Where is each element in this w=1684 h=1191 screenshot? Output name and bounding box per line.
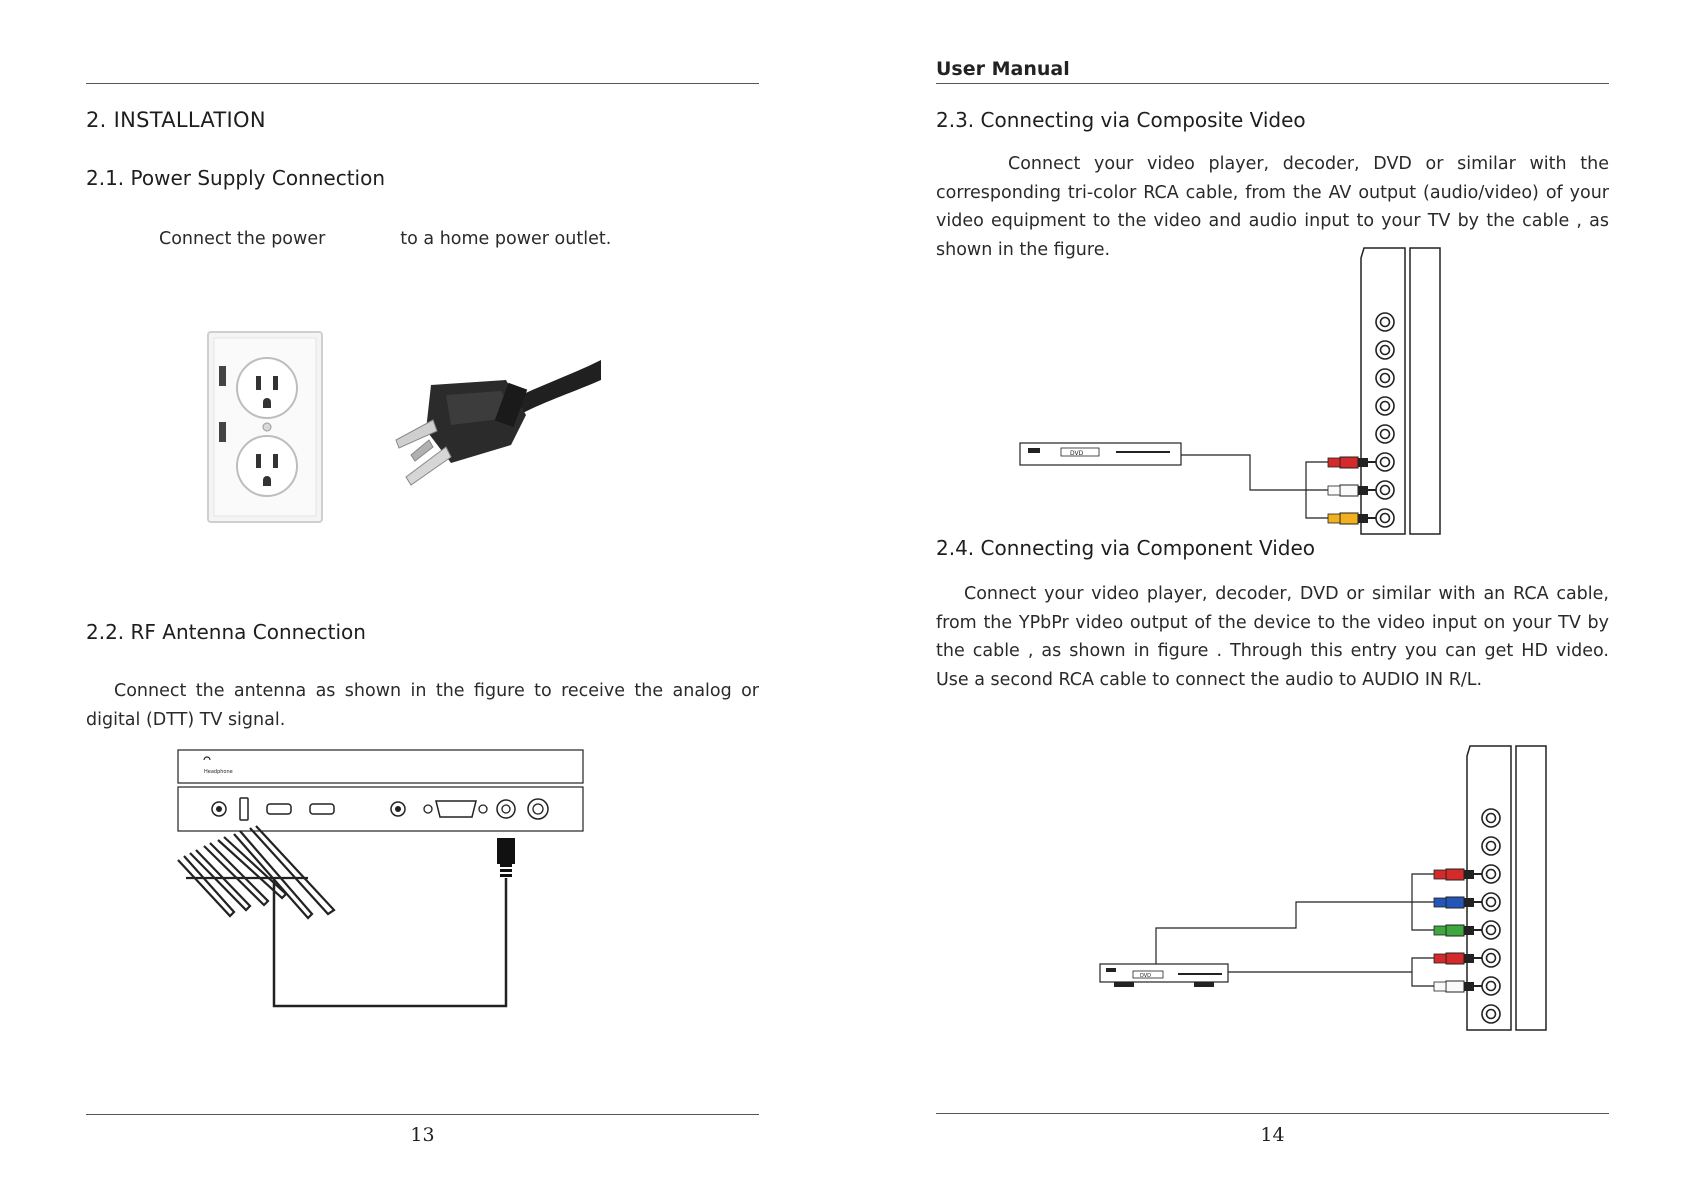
composite-instruction-part-1: Connect your video player, decoder, DVD or similar with the corresponding tri-color RCA cable, from the AV output (audio/video) of your video equipment to the video and audio input to your TV by the xyxy=(936,154,1609,231)
power-instruction-part-2: to a home power outlet. xyxy=(400,229,612,249)
dvd-logo: DVD xyxy=(1140,973,1152,979)
composite-video-diagram xyxy=(1020,246,1550,536)
tv-panel-top xyxy=(178,750,583,783)
page-number: 14 xyxy=(1260,1124,1285,1146)
left-page xyxy=(86,0,759,1191)
power-instruction xyxy=(159,225,611,254)
rf-antenna-heading: 2.2. RF Antenna Connection xyxy=(86,620,366,644)
top-rule xyxy=(86,83,759,84)
bottom-rule xyxy=(86,1114,759,1115)
rf-connector xyxy=(497,838,515,864)
power-supply-heading: 2.1. Power Supply Connection xyxy=(86,166,386,190)
page-number: 13 xyxy=(410,1124,435,1146)
composite-instruction-part-2: cable , as shown in the figure. xyxy=(936,211,1609,260)
dvd-logo: DVD xyxy=(1070,450,1084,457)
headphone-label: Headphone xyxy=(204,769,233,775)
manual-header: User Manual xyxy=(936,58,1070,80)
antenna-cable xyxy=(274,878,506,1006)
top-rule xyxy=(936,83,1609,84)
composite-cable xyxy=(1181,455,1306,490)
tv-panel-ports xyxy=(178,787,583,831)
section-title: 2. INSTALLATION xyxy=(86,108,266,132)
component-video-heading: 2.4. Connecting via Component Video xyxy=(936,536,1316,560)
antenna-icon xyxy=(178,826,334,918)
power-plug-illustration xyxy=(391,345,601,495)
component-cable xyxy=(1156,902,1412,974)
composite-video-heading: 2.3. Connecting via Composite Video xyxy=(936,108,1306,132)
component-video-instruction: Connect your video player, decoder, DVD or similar with an RCA cable, from the YPbPr video output of the device to the video input on your TV by the cable , as shown in figure . Through this entry you can get HD video. Use a second RCA cable to connect the audio to AUDIO IN R/L. xyxy=(936,584,1609,690)
component-video-diagram xyxy=(1100,744,1550,1032)
dvd-player xyxy=(1020,443,1181,465)
power-outlet-illustration xyxy=(206,330,324,524)
right-page xyxy=(936,0,1609,1191)
rf-antenna-instruction: Connect the antenna as shown in the figure to receive the analog or digital (DTT) TV signal. xyxy=(86,681,759,730)
bottom-rule xyxy=(936,1113,1609,1114)
power-instruction-part-1: Connect the power xyxy=(159,229,326,249)
rf-antenna-diagram xyxy=(178,748,586,1013)
